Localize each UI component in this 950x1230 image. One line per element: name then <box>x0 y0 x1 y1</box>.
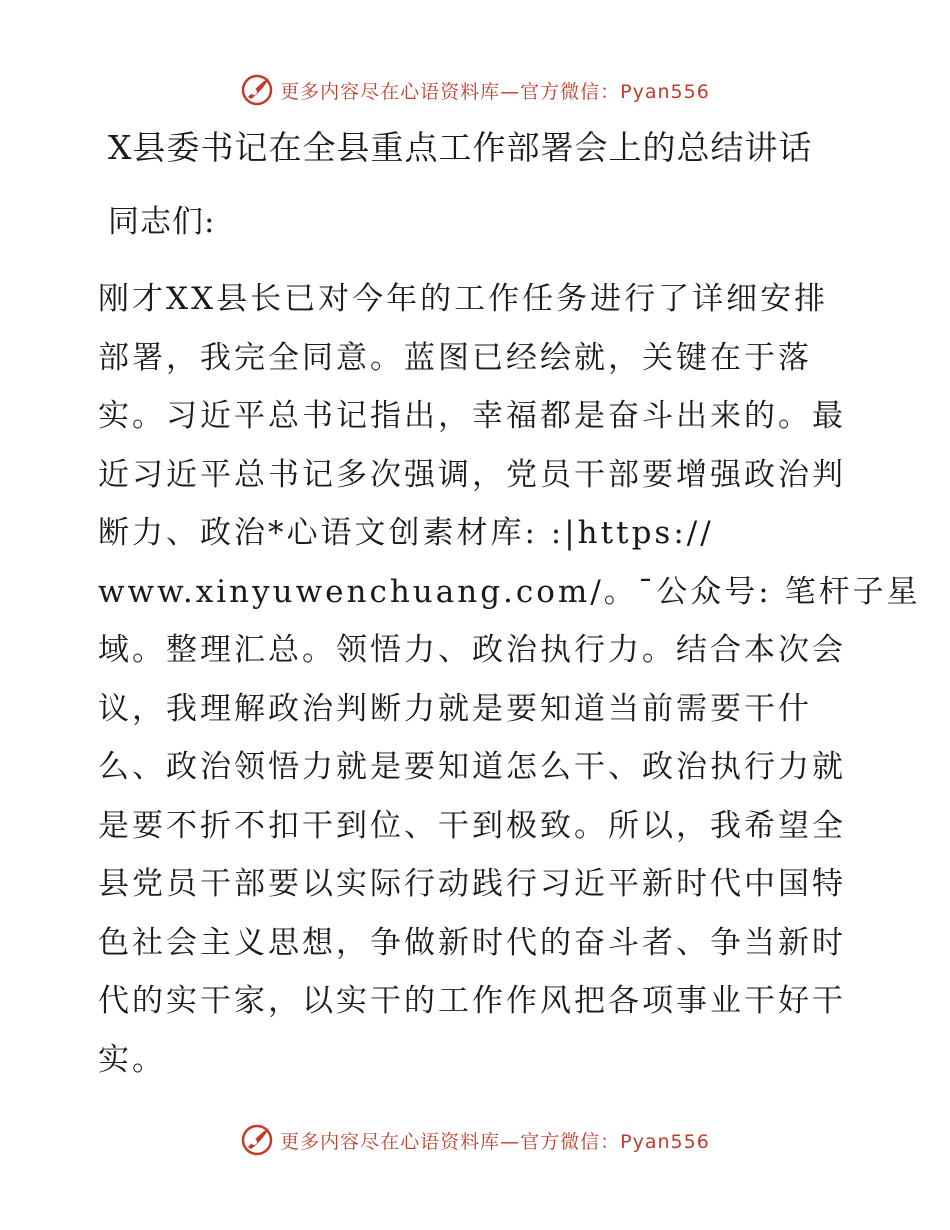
body-line: 么、政治领悟力就是要知道怎么干、政治执行力就 <box>98 749 846 785</box>
body-line: 代的实干家，以实干的工作作风把各项事业干好干 <box>98 983 846 1019</box>
quill-logo-icon <box>240 73 274 107</box>
salutation: 同志们: <box>108 204 216 240</box>
body-line: 实。习近平总书记指出，幸福都是奋斗出来的。最 <box>98 398 846 434</box>
speech-body <box>98 270 921 1089</box>
body-line: 域。整理汇总。领悟力、政治执行力。结合本次会 <box>98 632 846 668</box>
body-line: www.xinyuwenchuang.com/。¯公众号: 笔杆子星 <box>98 573 921 610</box>
body-line: 刚才XX县长已对今年的工作任务进行了详细安排 <box>98 281 829 317</box>
body-line: 是要不折不扣干到位、干到极致。所以，我希望全 <box>98 807 846 844</box>
footer-banner <box>0 1120 950 1160</box>
body-line: 部署，我完全同意。蓝图已经绘就，关键在于落 <box>98 339 812 376</box>
document-title: X县委书记在全县重点工作部署会上的总结讲话 <box>108 128 813 167</box>
body-line: 实。 <box>98 1041 166 1078</box>
footer-banner-text: 更多内容尽在心语资料库—官方微信：Pyan556 <box>280 1130 710 1153</box>
quill-logo-icon <box>240 1123 274 1157</box>
body-line: 色社会主义思想，争做新时代的奋斗者、争当新时 <box>98 924 846 961</box>
body-line: 县党员干部要以实际行动践行习近平新时代中国特 <box>98 866 846 902</box>
header-banner-text: 更多内容尽在心语资料库—官方微信：Pyan556 <box>280 80 710 103</box>
body-line: 断力、政治*心语文创素材库: :|https:// <box>98 515 714 551</box>
header-banner <box>0 70 950 110</box>
body-line: 近习近平总书记多次强调，党员干部要增强政治判 <box>98 456 846 493</box>
body-line: 议，我理解政治判断力就是要知道当前需要干什 <box>98 690 812 727</box>
